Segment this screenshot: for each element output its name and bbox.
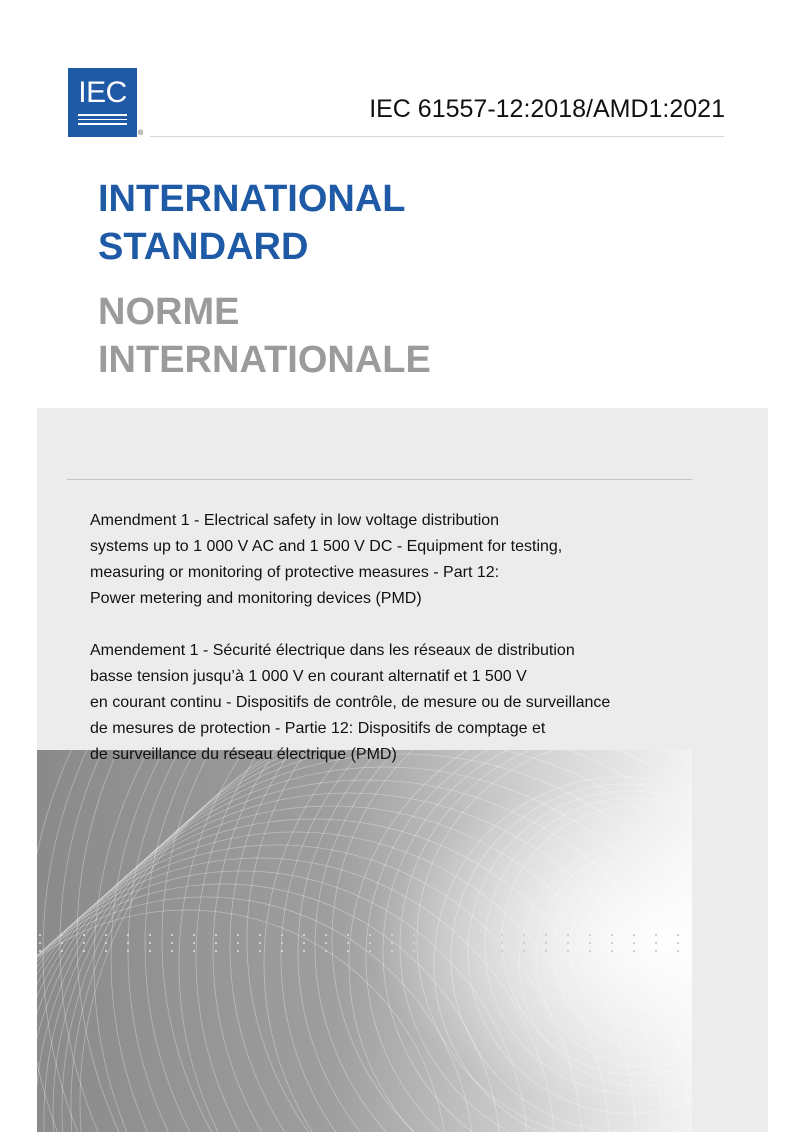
title-french: [98, 288, 431, 384]
art-dot: [523, 942, 525, 944]
art-dot: [149, 942, 151, 944]
art-dot: [435, 942, 437, 944]
art-dot: [193, 950, 195, 952]
art-dot: [479, 950, 481, 952]
description-english-line: systems up to 1 000 V AC and 1 500 V DC - Equipment for testing,: [90, 538, 563, 555]
art-dot: [39, 942, 41, 944]
art-dot: [567, 950, 569, 952]
art-dot: [347, 934, 349, 936]
art-dot: [633, 934, 635, 936]
art-dot: [237, 934, 239, 936]
art-dot: [61, 950, 63, 952]
art-dot: [545, 942, 547, 944]
art-dot: [303, 950, 305, 952]
art-dot: [369, 934, 371, 936]
art-dot: [259, 942, 261, 944]
art-dot: [281, 934, 283, 936]
art-dot: [259, 934, 261, 936]
description-french-line: en courant continu - Dispositifs de contrôle, de mesure ou de surveillance: [90, 694, 611, 711]
art-dot: [303, 934, 305, 936]
art-dot: [347, 950, 349, 952]
title-english-line-2: STANDARD: [98, 226, 309, 268]
art-dot: [435, 934, 437, 936]
registered-mark: ®: [138, 130, 144, 137]
description-english-line: Amendment 1 - Electrical safety in low voltage distribution: [90, 512, 500, 529]
art-dot: [611, 934, 613, 936]
description-english-line: Power metering and monitoring devices (PMD): [90, 590, 422, 607]
art-dot: [611, 950, 613, 952]
art-dot: [589, 950, 591, 952]
art-dot: [479, 934, 481, 936]
art-dot: [259, 950, 261, 952]
art-dot: [501, 950, 503, 952]
art-dot: [501, 942, 503, 944]
art-dot: [523, 934, 525, 936]
art-dot: [413, 950, 415, 952]
art-dot: [457, 934, 459, 936]
art-dot: [677, 942, 679, 944]
logo-text: IEC: [78, 76, 127, 109]
description-english-line: measuring or monitoring of protective measures - Part 12:: [90, 564, 500, 581]
art-dot: [105, 950, 107, 952]
panel-divider: [67, 479, 692, 480]
art-dot: [413, 942, 415, 944]
description-french-line: basse tension jusqu’à 1 000 V en courant alternatif et 1 500 V: [90, 668, 527, 685]
art-dot: [149, 950, 151, 952]
description: [90, 508, 690, 768]
art-dot: [127, 934, 129, 936]
art-dot: [171, 950, 173, 952]
header-divider: [150, 136, 724, 137]
description-english: [90, 508, 690, 612]
art-dot: [281, 950, 283, 952]
cover-artwork: [37, 750, 692, 1132]
description-french: [90, 638, 690, 768]
title-french-line-2: INTERNATIONALE: [98, 339, 431, 381]
art-dot: [39, 950, 41, 952]
art-dot: [369, 950, 371, 952]
art-dot: [391, 942, 393, 944]
art-dot: [39, 934, 41, 936]
art-dot: [435, 950, 437, 952]
art-dot: [237, 942, 239, 944]
art-dot: [83, 950, 85, 952]
title-english-line-1: INTERNATIONAL: [98, 178, 406, 220]
art-dot: [457, 950, 459, 952]
art-dot: [193, 942, 195, 944]
art-dot: [215, 950, 217, 952]
art-dot: [105, 934, 107, 936]
art-dot: [567, 934, 569, 936]
art-dot: [83, 934, 85, 936]
art-dot: [567, 942, 569, 944]
art-dot: [655, 934, 657, 936]
art-dot: [215, 942, 217, 944]
art-dot: [677, 950, 679, 952]
art-dot: [391, 934, 393, 936]
iec-logo: [68, 68, 137, 137]
art-dot: [237, 950, 239, 952]
art-dot: [523, 950, 525, 952]
title-english: [98, 175, 406, 271]
art-dot: [633, 942, 635, 944]
title-french-line-1: NORME: [98, 291, 240, 333]
art-dot: [457, 942, 459, 944]
art-dot: [171, 934, 173, 936]
art-dot: [127, 942, 129, 944]
art-dot: [325, 942, 327, 944]
art-dot: [171, 942, 173, 944]
art-dot: [61, 942, 63, 944]
description-french-line: de surveillance du réseau électrique (PMD): [90, 746, 397, 763]
art-dot: [83, 942, 85, 944]
art-dot: [193, 934, 195, 936]
art-dot: [589, 934, 591, 936]
art-dot: [611, 942, 613, 944]
art-dot: [413, 934, 415, 936]
art-dot: [479, 942, 481, 944]
art-dot: [391, 950, 393, 952]
art-dot: [501, 934, 503, 936]
description-french-line: de mesures de protection - Partie 12: Dispositifs de comptage et: [90, 720, 546, 737]
description-french-line: Amendement 1 - Sécurité électrique dans les réseaux de distribution: [90, 642, 575, 659]
art-dot: [347, 942, 349, 944]
logo-stripes: [78, 114, 127, 128]
art-dot: [61, 934, 63, 936]
art-dot: [149, 934, 151, 936]
art-dot: [545, 950, 547, 952]
art-dot: [281, 942, 283, 944]
art-dot: [325, 950, 327, 952]
art-dot: [655, 950, 657, 952]
art-dot: [127, 950, 129, 952]
art-dot: [369, 942, 371, 944]
art-dot: [215, 934, 217, 936]
art-dot: [589, 942, 591, 944]
art-dot: [545, 934, 547, 936]
art-dot: [633, 950, 635, 952]
art-dot: [655, 942, 657, 944]
document-reference: IEC 61557-12:2018/AMD1:2021: [369, 95, 725, 123]
art-dot: [105, 942, 107, 944]
art-dot: [677, 934, 679, 936]
art-dot: [325, 934, 327, 936]
art-dot: [303, 942, 305, 944]
